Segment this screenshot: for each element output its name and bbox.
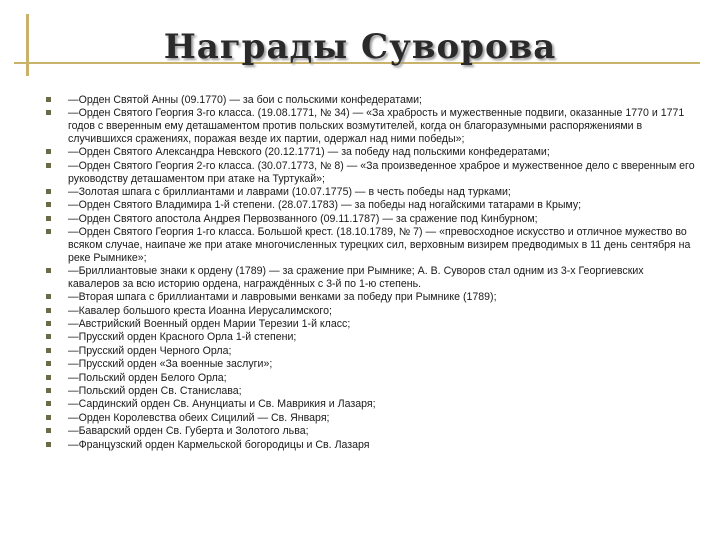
list-item-text: —Кавалер большого креста Иоанна Иерусалимского; bbox=[68, 304, 332, 317]
awards-list bbox=[46, 94, 696, 452]
list-item bbox=[46, 186, 696, 199]
list-item-text: —Польский орден Белого Орла; bbox=[68, 371, 227, 384]
list-item bbox=[46, 358, 696, 371]
square-bullet-icon bbox=[46, 348, 51, 353]
list-item bbox=[46, 318, 696, 331]
list-item bbox=[46, 146, 696, 159]
square-bullet-icon bbox=[46, 149, 51, 154]
square-bullet-icon bbox=[46, 375, 51, 380]
square-bullet-icon bbox=[46, 401, 51, 406]
list-item bbox=[46, 160, 696, 186]
square-bullet-icon bbox=[46, 334, 51, 339]
list-item bbox=[46, 372, 696, 385]
list-item bbox=[46, 439, 696, 452]
list-item-text: —Французский орден Кармельской богородицы и Св. Лазаря bbox=[68, 438, 370, 451]
list-item-text: —Вторая шпага с бриллиантами и лавровыми венками за победу при Рымнике (1789); bbox=[68, 291, 497, 304]
list-item bbox=[46, 412, 696, 425]
list-item-text: —Прусский орден Красного Орла 1-й степени; bbox=[68, 331, 297, 344]
square-bullet-icon bbox=[46, 202, 51, 207]
list-item bbox=[46, 385, 696, 398]
square-bullet-icon bbox=[46, 229, 51, 234]
list-item bbox=[46, 265, 696, 291]
square-bullet-icon bbox=[46, 189, 51, 194]
square-bullet-icon bbox=[46, 361, 51, 366]
square-bullet-icon bbox=[46, 216, 51, 221]
list-item-text: —Золотая шпага с бриллиантами и лаврами (10.07.1775) — в честь победы над турками; bbox=[68, 185, 511, 198]
list-item bbox=[46, 291, 696, 304]
list-item bbox=[46, 226, 696, 264]
list-item bbox=[46, 213, 696, 226]
list-item bbox=[46, 305, 696, 318]
list-item-text: —Орден Святого Георгия 1-го класса. Большой крест. (18.10.1789, № 7) — «превосходное искусство и отличное мужество во всяком случае, наипаче же при атаке многочисленных турецких сил, верховным визирем предводимых в 11 день сентября на реке Рымнике»; bbox=[68, 226, 691, 264]
square-bullet-icon bbox=[46, 97, 51, 102]
square-bullet-icon bbox=[46, 268, 51, 273]
list-item-text: —Орден Святого апостола Андрея Первозванного (09.11.1787) — за сражение под Кинбурном; bbox=[68, 212, 538, 225]
list-item-text: —Австрийский Военный орден Марии Терезии 1-й класс; bbox=[68, 318, 351, 331]
list-item bbox=[46, 425, 696, 438]
list-item-text: —Польский орден Св. Станислава; bbox=[68, 385, 242, 398]
list-item bbox=[46, 107, 696, 145]
list-item-text: —Бриллиантовые знаки к ордену (1789) — за сражение при Рымнике; А. В. Суворов стал одним из 3-х Георгиевских кавалеров за всю историю ордена, награждённых с 3-й по 1-ю степень. bbox=[68, 265, 644, 290]
list-item-text: —Сардинский орден Св. Анунциаты и Св. Маврикия и Лазаря; bbox=[68, 398, 376, 411]
square-bullet-icon bbox=[46, 415, 51, 420]
list-item-text: —Орден Святой Анны (09.1770) — за бои с польскими конфедератами; bbox=[68, 94, 422, 106]
square-bullet-icon bbox=[46, 308, 51, 313]
square-bullet-icon bbox=[46, 388, 51, 393]
square-bullet-icon bbox=[46, 294, 51, 299]
list-item-text: —Прусский орден «За военные заслуги»; bbox=[68, 358, 273, 371]
square-bullet-icon bbox=[46, 110, 51, 115]
square-bullet-icon bbox=[46, 163, 51, 168]
list-item bbox=[46, 331, 696, 344]
list-item-text: —Орден Святого Георгия 2-го класса. (30.07.1773, № 8) — «За произведенное храброе и мужественное дело с вверенным его руководству деташаментом при атаке на Туртукай»; bbox=[68, 159, 695, 185]
list-item-text: —Орден Святого Александра Невского (20.12.1771) — за победу над польскими конфедератами; bbox=[68, 146, 550, 159]
square-bullet-icon bbox=[46, 321, 51, 326]
list-item-text: —Орден Святого Владимира 1-й степени. (28.07.1783) — за победы над ногайскими татарами в Крыму; bbox=[68, 199, 582, 212]
list-item bbox=[46, 94, 696, 107]
square-bullet-icon bbox=[46, 428, 51, 433]
list-item-text: —Прусский орден Черного Орла; bbox=[68, 344, 232, 357]
square-bullet-icon bbox=[46, 442, 51, 447]
list-item bbox=[46, 345, 696, 358]
list-item bbox=[46, 398, 696, 411]
list-item-text: —Орден Святого Георгия 3-го класса. (19.08.1771, № 34) — «За храбрость и мужественные подвиги, оказанные 1770 и 1771 годов с вверенным ему деташаментом против польских возмутителей, когда он благоразумными распоряжениями в случившихся сражениях, поражая везде их партии, одержал над ними победы»; bbox=[68, 107, 685, 145]
list-item-text: —Баварский орден Св. Губерта и Золотого льва; bbox=[68, 425, 309, 438]
slide-title: Награды Суворова bbox=[163, 27, 557, 67]
list-item-text: —Орден Королевства обеих Сицилий — Св. Января; bbox=[68, 411, 330, 424]
list-item bbox=[46, 199, 696, 212]
